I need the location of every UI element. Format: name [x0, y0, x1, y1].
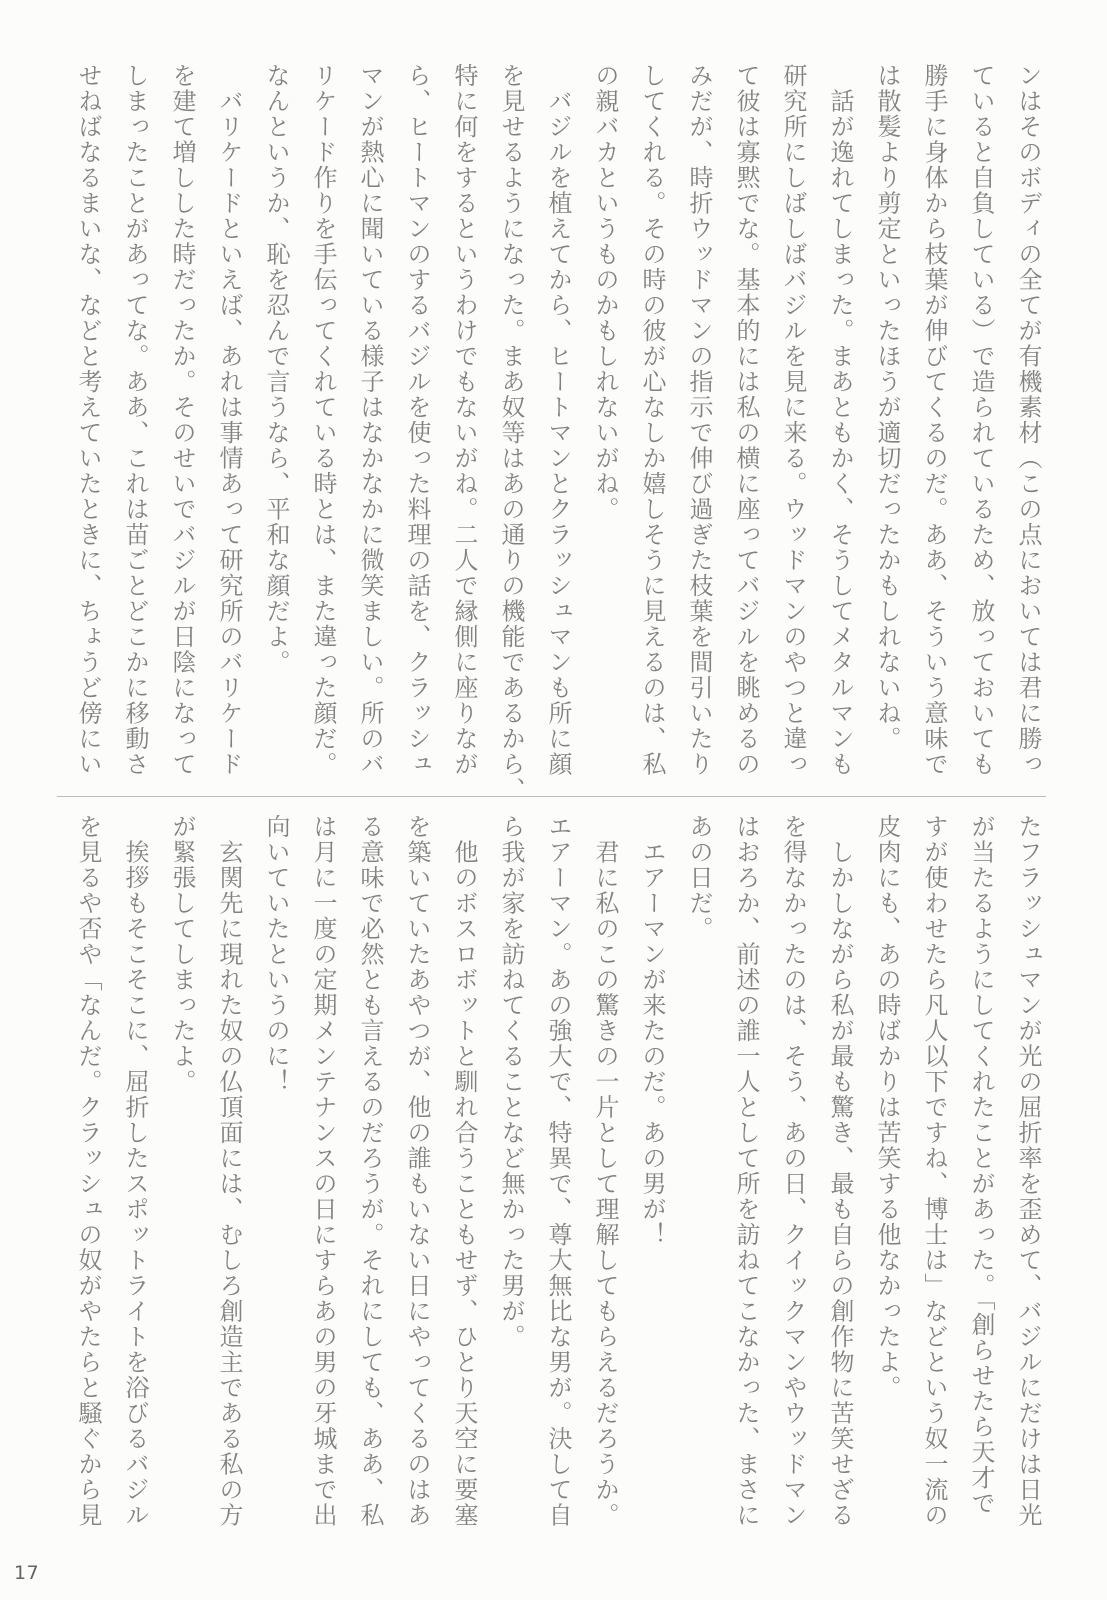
text-column: を建て増しした時だったか。そのせいでバジルが日陰になって: [168, 63, 196, 777]
text-column: は散髪より剪定といったほうが適切だったかもしれないね。: [873, 63, 901, 752]
text-column: を築いていたあやつが、他の誰もいない日にやってくるのはあ: [403, 814, 431, 1528]
bottom-text-block: [64, 814, 1051, 1532]
text-column: は月に一度の定期メンテナンスの日にすらあの男の牙城まで出: [309, 814, 337, 1528]
text-column: たフラッシュマンが光の屈折率を歪めて、バジルにだけは日光: [1014, 814, 1042, 1528]
section-divider: [57, 796, 1046, 797]
text-column: ていると自負している）で造られているため、放っておいても: [967, 63, 995, 777]
text-column: 研究所にしばしばバジルを見に来る。ウッドマンのやつと違っ: [779, 63, 807, 777]
text-column: の親バカというものかもしれないがね。: [591, 63, 619, 522]
text-column: すが使わせたら凡人以下ですね、博士は」などという奴一流の: [920, 814, 948, 1528]
text-column: みだが、時折ウッドマンの指示で伸び過ぎた枝葉を間引いたり: [685, 63, 713, 777]
text-column: が緊張してしまったよ。: [168, 814, 196, 1095]
text-column: マンが熱心に聞いている様子はなかなかに微笑ましい。所のバ: [356, 63, 384, 777]
text-column: 特に何をするというわけでもないがね。二人で縁側に座りなが: [450, 63, 478, 777]
page-number: 17: [14, 1562, 40, 1584]
text-column: バリケードといえば、あれは事情あって研究所のバリケード: [215, 63, 243, 777]
text-column: 向いていたというのに！: [262, 814, 290, 1095]
text-column: 君に私のこの驚きの一片として理解してもらえるだろうか。: [591, 814, 619, 1528]
text-column: 皮肉にも、あの時ばかりは苦笑する他なかったよ。: [873, 814, 901, 1401]
top-text-block: [64, 63, 1051, 803]
text-column: 挨拶もそこそこに、屈折したスポットライトを浴びるバジル: [121, 814, 149, 1528]
text-column: 他のボスロボットと馴れ合うこともせず、ひとり天空に要塞: [450, 814, 478, 1528]
text-column: を得なかったのは、そう、あの日、クイックマンやウッドマン: [779, 814, 807, 1528]
text-column: はおろか、前述の誰一人として所を訪ねてこなかった、まさに: [732, 814, 760, 1528]
text-column: リケード作りを手伝ってくれている時とは、また違った顔だ。: [309, 63, 337, 777]
text-column: ら、ヒートマンのするバジルを使った料理の話を、クラッシュ: [403, 63, 431, 777]
text-column: 勝手に身体から枝葉が伸びてくるのだ。ああ、そういう意味で: [920, 63, 948, 777]
text-column: ら我が家を訪ねてくることなど無かった男が。: [497, 814, 525, 1350]
text-column: が当たるようにしてくれたことがあった。「創らせたら天才で: [967, 814, 995, 1516]
text-column: ンはそのボディの全てが有機素材（この点においては君に勝っ: [1014, 63, 1042, 777]
text-column: る意味で必然とも言えるのだろうが。それにしても、ああ、私: [356, 814, 384, 1528]
text-column: 話が逸れてしまった。まあともかく、そうしてメタルマンも: [826, 63, 854, 777]
text-column: を見るや否や「なんだ。クラッシュの奴がやたらと騒ぐから見: [74, 814, 102, 1528]
text-column: エアーマン。あの強大で、特異で、尊大無比な男が。決して自: [544, 814, 572, 1528]
text-column: してくれる。その時の彼が心なしか嬉しそうに見えるのは、私: [638, 63, 666, 777]
text-column: 玄関先に現れた奴の仏頂面には、むしろ創造主である私の方: [215, 814, 243, 1528]
text-column: を見せるようになった。まあ奴等はあの通りの機能であるから、: [497, 63, 525, 803]
text-column: しかしながら私が最も驚き、最も自らの創作物に苦笑せざる: [826, 814, 854, 1528]
text-column: しまったことがあってな。ああ、これは苗ごとどこかに移動さ: [121, 63, 149, 777]
text-column: て彼は寡黙でな。基本的には私の横に座ってバジルを眺めるの: [732, 63, 760, 777]
text-column: せねばなるまいな、などと考えていたときに、ちょうど傍にい: [74, 63, 102, 777]
text-column: なんというか、恥を忍んで言うなら、平和な顔だよ。: [262, 63, 290, 675]
text-column: あの日だ。: [685, 814, 713, 942]
text-column: バジルを植えてから、ヒートマンとクラッシュマンも所に顔: [544, 63, 572, 777]
text-column: エアーマンが来たのだ。あの男が！: [638, 814, 666, 1248]
